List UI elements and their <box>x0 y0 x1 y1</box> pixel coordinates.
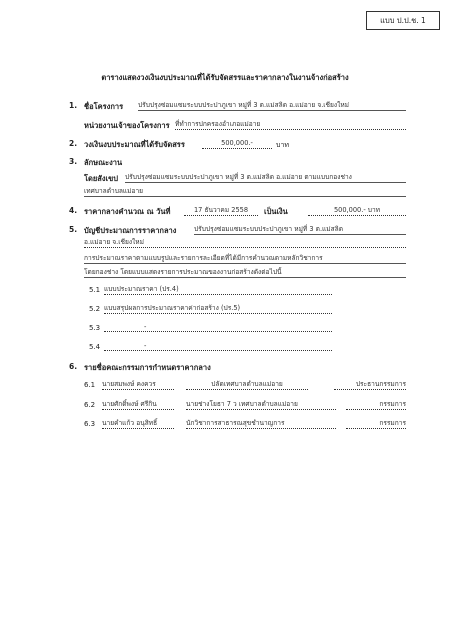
sub-item-value: แบบสรุปผลการประมาณราคาค่าก่อสร้าง (ปร.5) <box>104 303 332 314</box>
sub-item-value: - <box>104 322 332 332</box>
project-value: ปรับปรุงซ่อมแซมระบบประปาภูเขา หมู่ที่ 3 ต.แม่สลิด อ.แม่อาย จ.เชียงใหม่ <box>138 100 406 111</box>
project-label: ชื่อโครงการ <box>84 102 124 111</box>
sub-item-number: 5.2 <box>89 305 101 313</box>
item-4-number: 4. <box>69 206 78 215</box>
committee-number: 6.1 <box>84 381 96 389</box>
nature-sub-label: โดยสังเขป <box>84 174 118 183</box>
form-code-box: แบบ ป.ป.ช. 1 <box>366 11 440 30</box>
agency-value: ที่ทำการปกครองอำเภอแม่อาย <box>175 119 406 130</box>
bom-value-line2: อ.แม่อาย จ.เชียงใหม่ <box>84 237 406 248</box>
price-mid-label: เป็นเงิน <box>264 207 288 216</box>
committee-role: ประธานกรรมการ <box>334 379 406 390</box>
item-1-number: 1. <box>69 101 78 110</box>
item-3-number: 3. <box>69 157 78 166</box>
sub-item-number: 5.4 <box>89 343 101 351</box>
sub-item-number: 5.1 <box>89 286 101 294</box>
agency-label: หน่วยงานเจ้าของโครงการ <box>84 121 170 130</box>
price-label: ราคากลางคำนวณ ณ วันที่ <box>84 207 171 216</box>
item-2-number: 2. <box>69 139 78 148</box>
price-date: 17 ธันวาคม 2558 <box>184 205 258 216</box>
sub-item-value: - <box>104 341 332 351</box>
committee-number: 6.2 <box>84 401 96 409</box>
committee-role: กรรมการ <box>346 399 406 410</box>
bom-label: บัญชีประมาณการราคากลาง <box>84 226 177 235</box>
budget-unit: บาท <box>276 141 289 149</box>
committee-name: นายศักดิ์พงษ์ ศรีกิน <box>102 399 174 410</box>
item-6-number: 6. <box>69 362 78 371</box>
nature-label: ลักษณะงาน <box>84 158 123 167</box>
committee-role: กรรมการ <box>346 418 406 429</box>
bom-note-line2: โดยกองช่าง โดยแบบแสดงรายการประมาณของงานก่อสร้างดังต่อไปนี้ <box>84 267 406 278</box>
budget-value: 500,000.- <box>202 138 272 149</box>
committee-name: นายสมพงษ์ คงควร <box>102 379 174 390</box>
committee-position: ปลัดเทศบาลตำบลแม่อาย <box>186 379 308 390</box>
sub-item-number: 5.3 <box>89 324 101 332</box>
committee-label: รายชื่อคณะกรรมการกำหนดราคากลาง <box>84 363 211 372</box>
bom-note-line1: การประมาณราคาตามแบบรูปและรายการละเอียดที่ได้มีการคำนวณตามหลักวิชาการ <box>84 253 406 264</box>
committee-name: นายคำแก้ว อนุสิทธิ์ <box>102 418 174 429</box>
bom-value: ปรับปรุงซ่อมแซมระบบประปาภูเขา หมู่ที่ 3 ต.แม่สลิด <box>194 224 406 235</box>
document-title: ตารางแสดงวงเงินงบประมาณที่ได้รับจัดสรรและราคากลางในงานจ้างก่อสร้าง <box>101 73 349 82</box>
committee-position: นักวิชาการสาธารณสุขชำนาญการ <box>186 418 336 429</box>
sub-item-value: แบบประมาณราคา (ปร.4) <box>104 284 332 295</box>
committee-number: 6.3 <box>84 420 96 428</box>
item-5-number: 5. <box>69 225 78 234</box>
nature-value-line2: เทศบาลตำบลแม่อาย <box>84 186 406 197</box>
budget-label: วงเงินงบประมาณที่ได้รับจัดสรร <box>84 140 185 149</box>
nature-value: ปรับปรุงซ่อมแซมระบบประปาภูเขา หมู่ที่ 3 ต.แม่สลิด อ.แม่อาย ตามแบบกองช่าง <box>125 172 406 183</box>
price-value: 500,000.- บาท <box>308 205 406 216</box>
committee-position: นายช่างโยธา 7 ว เทศบาลตำบลแม่อาย <box>186 399 336 410</box>
